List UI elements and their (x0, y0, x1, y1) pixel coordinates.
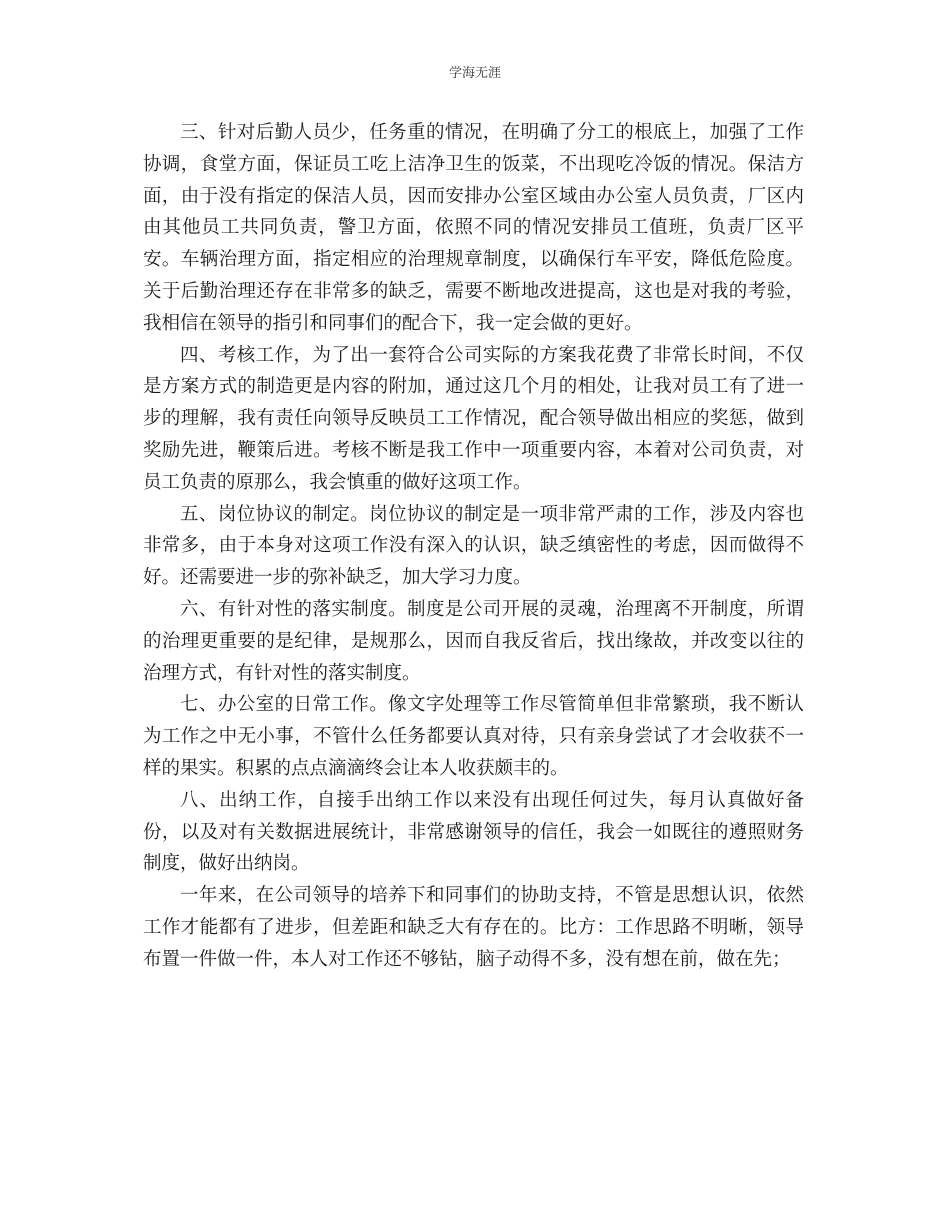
paragraph-system-implementation: 六、有针对性的落实制度。制度是公司开展的灵魂，治理离不开制度，所谓的治理更重要的是纪律，是规那么，因而自我反省后，找出缘故，并改变以往的治理方式，有针对性的落实制度。 (143, 598, 804, 684)
paragraph-cashier-work: 八、出纳工作，自接手出纳工作以来没有出现任何过失，每月认真做好备份，以及对有关数据进展统计，非常感谢领导的信任，我会一如既往的遵照财务制度，做好出纳岗。 (143, 789, 804, 875)
page-header: 学海无涯 (448, 66, 501, 81)
document-body (143, 117, 804, 976)
paragraph-job-agreement: 五、岗位协议的制定。岗位协议的制定是一项非常严肃的工作，涉及内容也非常多，由于本身对这项工作没有深入的认识，缺乏缜密性的考虑，因而做得不好。还需要进一步的弥补缺乏，加大学习力度。 (143, 503, 804, 589)
paragraph-office-work: 七、办公室的日常工作。像文字处理等工作尽管简单但非常繁琐，我不断认为工作之中无小事，不管什么任务都要认真对待，只有亲身尝试了才会收获不一样的果实。积累的点点滴滴终会让本人收获颇丰的。 (143, 694, 804, 779)
paragraph-assessment: 四、考核工作，为了出一套符合公司实际的方案我花费了非常长时间，不仅是方案方式的制造更是内容的附加，通过这几个月的相处，让我对员工有了进一步的理解，我有责任向领导反映员工工作情况，配合领导做出相应的奖惩，做到奖励先进，鞭策后进。考核不断是我工作中一项重要内容，本着对公司负责，对员工负责的原那么，我会慎重的做好这项工作。 (143, 344, 804, 493)
paragraph-year-summary: 一年来，在公司领导的培养下和同事们的协助支持，不管是思想认识，依然工作才能都有了进步，但差距和缺乏大有存在的。比方：工作思路不明晰，领导布置一件做一件，本人对工作还不够钻，脑子动得不多，没有想在前，做在先； (143, 885, 804, 970)
paragraph-logistics: 三、针对后勤人员少，任务重的情况，在明确了分工的根底上，加强了工作协调，食堂方面，保证员工吃上洁净卫生的饭菜，不出现吃冷饭的情况。保洁方面，由于没有指定的保洁人员，因而安排办公室区域由办公室人员负责，厂区内由其他员工共同负责，警卫方面，依照不同的情况安排员工值班，负责厂区平安。车辆治理方面，指定相应的治理规章制度，以确保行车平安，降低危险度。关于后勤治理还存在非常多的缺乏，需要不断地改进提高，这也是对我的考验，我相信在领导的指引和同事们的配合下，我一定会做的更好。 (143, 122, 804, 334)
